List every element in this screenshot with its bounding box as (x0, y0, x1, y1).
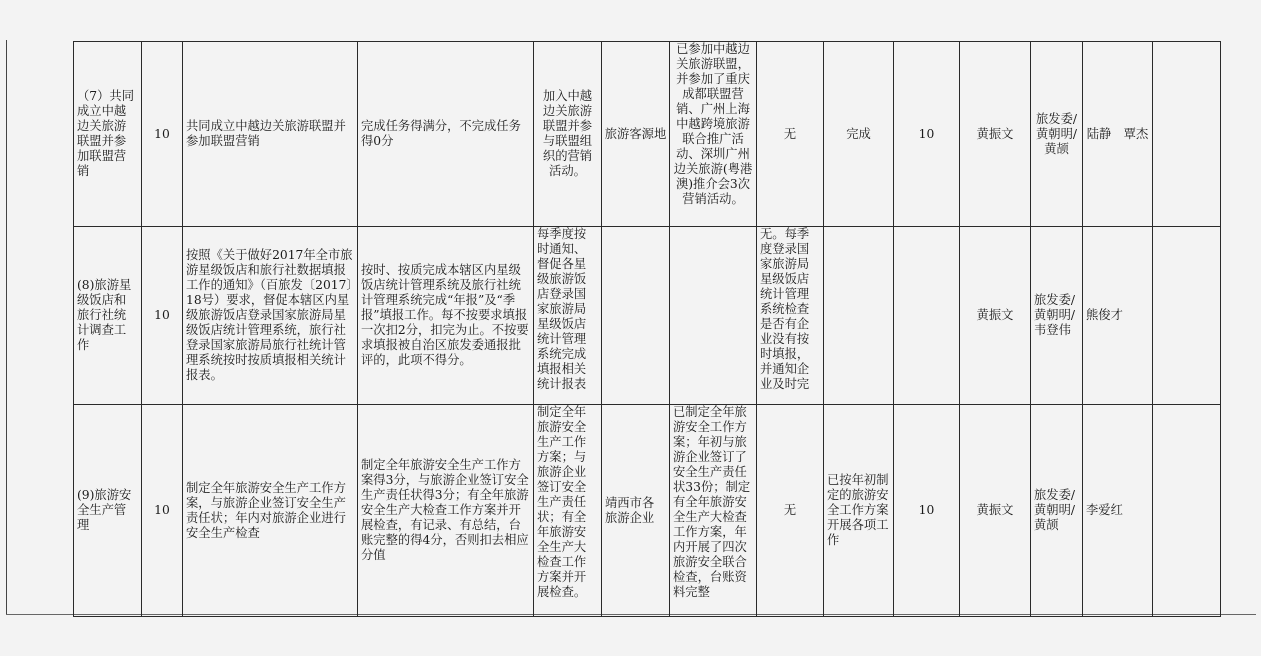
score-cell: 10 (142, 227, 183, 405)
standard-cell: 完成任务得满分，不完成任务得0分 (358, 42, 534, 227)
dept-cell: 旅发委/黄朝明/黄颉 (1031, 405, 1083, 617)
score-cell: 10 (142, 405, 183, 617)
measure-cell: 加入中越边关旅游联盟并参与联盟组织的营销活动。 (534, 42, 602, 227)
leader-cell: 黄振文 (960, 405, 1031, 617)
content-cell: 制定全年旅游安全生产工作方案，与旅游企业签订安全生产责任状；年内对旅游企业进行安全生产检查 (183, 405, 358, 617)
self-score-cell: 10 (894, 42, 960, 227)
item-cell: (9)旅游安全生产管理 (74, 405, 142, 617)
problem-cell (757, 227, 824, 405)
status-cell: 完成 (824, 42, 894, 227)
note-cell (1153, 227, 1221, 405)
progress-text: 已参加中越边关旅游联盟，并参加了重庆成都联盟营销、广州上海中越跨境旅游联合推广活动、深圳广州边关旅游(粤港澳)推介会3次营销活动。 (673, 42, 753, 206)
measure-text: 每季度按时通知、督促各星级旅游饭店登录国家旅游局星级饭店统计管理系统完成填报相关统计报表 (537, 227, 587, 391)
leader-cell: 黄振文 (960, 42, 1031, 227)
self-score-cell: 10 (894, 405, 960, 617)
self-score-cell (894, 227, 960, 405)
problem-cell: 无 (757, 42, 824, 227)
status-cell (824, 227, 894, 405)
problem-cell: 无 (757, 405, 824, 617)
standard-cell: 制定全年旅游安全生产工作方案得3分，与旅游企业签订安全生产责任状得3分；有全年旅游安全生产大检查工作方案并开展检查，有记录、有总结，台账完整的得4分，否则扣去相应分值 (358, 405, 534, 617)
progress-text: 已制定全年旅游安全工作方案；年初与旅游企业签订了安全生产责任状33份；制定有全年旅游安全生产大检查工作方案，年内开展了四次旅游安全联合检查，台账资料完整 (673, 405, 751, 599)
table-row (74, 405, 1221, 617)
item-cell: (8)旅游星级饭店和旅行社统计调查工作 (74, 227, 142, 405)
table-row (74, 42, 1221, 227)
note-cell (1153, 405, 1221, 617)
item-cell: （7）共同成立中越边关旅游联盟并参加联盟营销 (74, 42, 142, 227)
unit-cell: 旅游客源地 (602, 42, 670, 227)
status-cell: 已按年初制定的旅游安全工作方案开展各项工作 (824, 405, 894, 617)
measure-cell (534, 405, 602, 617)
measure-cell (534, 227, 602, 405)
progress-cell (670, 405, 757, 617)
measure-text: 制定全年旅游安全生产工作方案；与旅游企业签订安全生产责任状；有全年旅游安全生产大检查工作方案并开展检查。 (537, 405, 587, 599)
standard-cell: 按时、按质完成本辖区内星级饭店统计管理系统及旅行社统计管理系统完成“年报”及“季报”填报工作。每不按要求填报一次扣2分，扣完为止。不按要求填报被自治区旅发委通报批评的，此项不得分。 (358, 227, 534, 405)
progress-cell (670, 227, 757, 405)
unit-cell: 靖西市各旅游企业 (602, 405, 670, 617)
dept-cell: 旅发委/黄朝明/黄颉 (1031, 42, 1083, 227)
assessment-table (73, 41, 1221, 617)
page-left-border (6, 40, 7, 615)
score-cell: 10 (142, 42, 183, 227)
table-row (74, 227, 1221, 405)
problem-text: 无。每季度登录国家旅游局星级饭店统计管理系统检查是否有企业没有按时填报，并通知企业及时完 (760, 227, 810, 391)
unit-cell (602, 227, 670, 405)
content-cell: 按照《关于做好2017年全市旅游星级饭店和旅行社数据填报工作的通知》（百旅发〔2017〕18号）要求，督促本辖区内星级旅游饭店登录国家旅游局星级饭店统计管理系统，旅行社登录国家旅游局旅行社统计管理系统按时按质填报相关统计报表。 (183, 227, 358, 405)
progress-cell (670, 42, 757, 227)
note-cell (1153, 42, 1221, 227)
dept-cell: 旅发委/黄朝明/韦登伟 (1031, 227, 1083, 405)
contact-cell: 熊俊才 (1083, 227, 1153, 405)
content-cell: 共同成立中越边关旅游联盟并参加联盟营销 (183, 42, 358, 227)
contact-cell: 陆静 覃杰 (1083, 42, 1153, 227)
contact-cell: 李爱红 (1083, 405, 1153, 617)
leader-cell: 黄振文 (960, 227, 1031, 405)
